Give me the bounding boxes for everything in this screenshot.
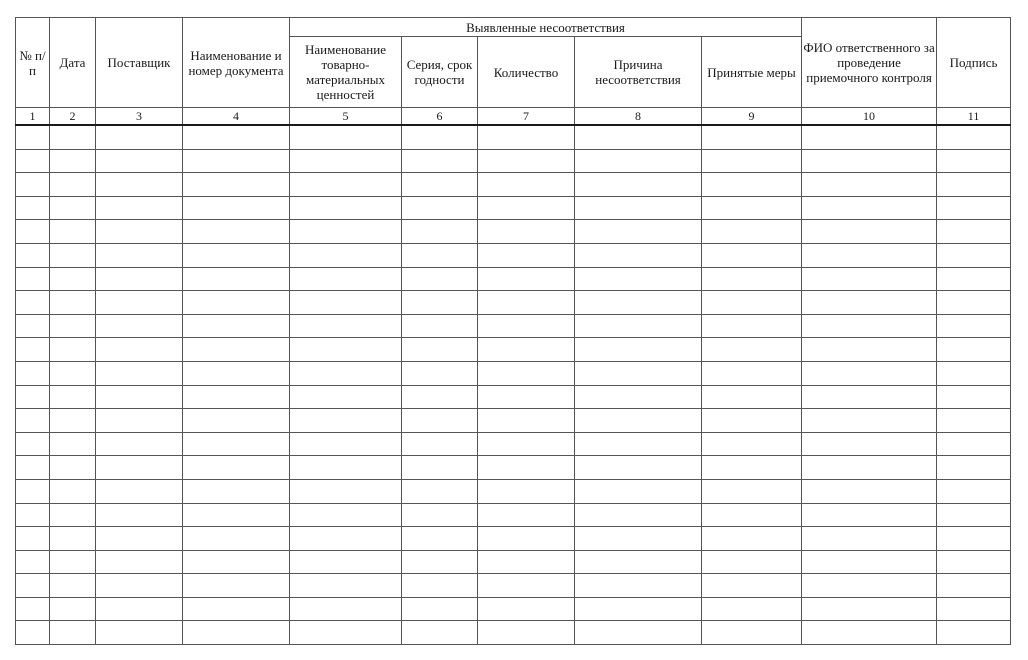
table-cell: [575, 456, 702, 480]
table-row: [16, 574, 1011, 598]
table-cell: [802, 243, 937, 267]
table-cell: [183, 291, 290, 315]
table-cell: [575, 125, 702, 149]
column-number: 7: [478, 108, 575, 126]
table-cell: [802, 173, 937, 197]
header-group-nonconformities: Выявленные несоответствия: [290, 18, 802, 37]
table-cell: [402, 597, 478, 621]
table-cell: [290, 597, 402, 621]
table-cell: [402, 267, 478, 291]
table-cell: [702, 621, 802, 645]
header-responsible: ФИО ответственного за проведение приемочного контроля: [802, 18, 937, 108]
table-cell: [183, 479, 290, 503]
table-cell: [802, 196, 937, 220]
table-cell: [50, 173, 96, 197]
table-cell: [402, 479, 478, 503]
table-cell: [96, 503, 183, 527]
table-cell: [478, 173, 575, 197]
table-cell: [16, 385, 50, 409]
table-cell: [183, 361, 290, 385]
table-cell: [702, 527, 802, 551]
table-cell: [50, 527, 96, 551]
table-cell: [50, 385, 96, 409]
table-cell: [16, 220, 50, 244]
table-cell: [702, 385, 802, 409]
table-cell: [50, 503, 96, 527]
table-cell: [50, 409, 96, 433]
table-cell: [937, 456, 1011, 480]
table-cell: [802, 621, 937, 645]
table-cell: [802, 503, 937, 527]
table-cell: [290, 173, 402, 197]
table-cell: [290, 196, 402, 220]
table-cell: [478, 503, 575, 527]
table-cell: [96, 574, 183, 598]
header-reason: Причина несоответствия: [575, 37, 702, 108]
table-cell: [702, 149, 802, 173]
table-cell: [478, 409, 575, 433]
table-row: [16, 385, 1011, 409]
column-number: 3: [96, 108, 183, 126]
table-cell: [16, 503, 50, 527]
table-cell: [702, 574, 802, 598]
table-row: [16, 361, 1011, 385]
table-cell: [937, 527, 1011, 551]
table-row: [16, 149, 1011, 173]
table-cell: [290, 527, 402, 551]
table-cell: [16, 527, 50, 551]
table-row: [16, 267, 1011, 291]
table-cell: [16, 196, 50, 220]
table-cell: [96, 220, 183, 244]
column-number: 4: [183, 108, 290, 126]
table-cell: [402, 314, 478, 338]
journal-body: [16, 125, 1011, 645]
table-cell: [16, 125, 50, 149]
table-cell: [478, 125, 575, 149]
table-cell: [402, 291, 478, 315]
table-cell: [96, 196, 183, 220]
table-cell: [50, 597, 96, 621]
table-cell: [96, 291, 183, 315]
table-cell: [50, 149, 96, 173]
table-cell: [402, 503, 478, 527]
table-cell: [50, 621, 96, 645]
table-cell: [937, 361, 1011, 385]
table-cell: [290, 267, 402, 291]
table-row: [16, 456, 1011, 480]
table-cell: [50, 267, 96, 291]
table-cell: [575, 432, 702, 456]
table-cell: [402, 456, 478, 480]
table-cell: [183, 243, 290, 267]
table-cell: [702, 503, 802, 527]
table-cell: [183, 173, 290, 197]
table-cell: [50, 338, 96, 362]
table-cell: [402, 243, 478, 267]
table-cell: [575, 267, 702, 291]
table-cell: [937, 574, 1011, 598]
table-cell: [702, 196, 802, 220]
table-cell: [575, 550, 702, 574]
table-cell: [802, 479, 937, 503]
table-cell: [183, 409, 290, 433]
table-cell: [96, 409, 183, 433]
table-cell: [96, 621, 183, 645]
table-cell: [802, 361, 937, 385]
nonconformity-journal-table: [15, 17, 1011, 645]
table-cell: [478, 456, 575, 480]
table-cell: [16, 409, 50, 433]
table-cell: [937, 621, 1011, 645]
table-cell: [96, 338, 183, 362]
header-date: Дата: [50, 18, 96, 108]
table-cell: [478, 220, 575, 244]
table-cell: [702, 456, 802, 480]
table-row: [16, 220, 1011, 244]
table-cell: [183, 527, 290, 551]
table-cell: [802, 125, 937, 149]
table-cell: [478, 314, 575, 338]
table-cell: [575, 338, 702, 362]
table-cell: [575, 385, 702, 409]
table-cell: [402, 621, 478, 645]
table-cell: [575, 621, 702, 645]
table-cell: [478, 597, 575, 621]
column-number: 5: [290, 108, 402, 126]
table-cell: [16, 432, 50, 456]
table-cell: [802, 409, 937, 433]
column-number: 10: [802, 108, 937, 126]
table-cell: [16, 456, 50, 480]
table-cell: [478, 361, 575, 385]
table-cell: [937, 503, 1011, 527]
table-cell: [802, 550, 937, 574]
table-cell: [478, 527, 575, 551]
table-cell: [478, 243, 575, 267]
table-cell: [937, 196, 1011, 220]
table-cell: [702, 314, 802, 338]
table-cell: [96, 385, 183, 409]
table-cell: [478, 432, 575, 456]
table-cell: [575, 149, 702, 173]
table-cell: [290, 149, 402, 173]
header-measures: Принятые меры: [702, 37, 802, 108]
header-goods: Наименование товарно-материальных ценностей: [290, 37, 402, 108]
table-cell: [183, 385, 290, 409]
table-cell: [183, 550, 290, 574]
table-cell: [16, 621, 50, 645]
table-cell: [402, 149, 478, 173]
table-cell: [402, 361, 478, 385]
table-cell: [478, 338, 575, 362]
table-cell: [290, 574, 402, 598]
table-cell: [575, 220, 702, 244]
table-row: [16, 173, 1011, 197]
table-cell: [937, 291, 1011, 315]
table-cell: [96, 527, 183, 551]
table-cell: [702, 173, 802, 197]
table-cell: [937, 432, 1011, 456]
table-cell: [937, 550, 1011, 574]
column-number-row: [16, 108, 1011, 126]
table-cell: [183, 621, 290, 645]
table-cell: [50, 456, 96, 480]
table-cell: [702, 125, 802, 149]
table-cell: [702, 432, 802, 456]
table-cell: [402, 196, 478, 220]
table-cell: [575, 503, 702, 527]
table-cell: [16, 243, 50, 267]
table-cell: [50, 196, 96, 220]
table-cell: [702, 338, 802, 362]
table-row: [16, 479, 1011, 503]
table-cell: [937, 220, 1011, 244]
table-cell: [16, 149, 50, 173]
table-cell: [16, 597, 50, 621]
table-row: [16, 432, 1011, 456]
table-cell: [937, 338, 1011, 362]
table-cell: [937, 243, 1011, 267]
table-cell: [575, 409, 702, 433]
table-cell: [16, 361, 50, 385]
table-cell: [937, 479, 1011, 503]
table-row: [16, 243, 1011, 267]
table-cell: [478, 385, 575, 409]
table-row: [16, 503, 1011, 527]
table-cell: [937, 173, 1011, 197]
table-cell: [96, 479, 183, 503]
table-cell: [402, 550, 478, 574]
table-cell: [96, 267, 183, 291]
column-number: 2: [50, 108, 96, 126]
table-cell: [402, 385, 478, 409]
table-cell: [802, 149, 937, 173]
table-cell: [16, 550, 50, 574]
table-cell: [290, 479, 402, 503]
table-cell: [183, 196, 290, 220]
table-cell: [290, 314, 402, 338]
table-cell: [96, 243, 183, 267]
table-row: [16, 291, 1011, 315]
table-cell: [702, 479, 802, 503]
table-row: [16, 597, 1011, 621]
table-cell: [50, 479, 96, 503]
table-cell: [802, 574, 937, 598]
table-row: [16, 125, 1011, 149]
table-cell: [802, 220, 937, 244]
table-cell: [575, 314, 702, 338]
table-row: [16, 621, 1011, 645]
table-cell: [402, 574, 478, 598]
table-cell: [16, 314, 50, 338]
table-cell: [402, 220, 478, 244]
table-cell: [575, 291, 702, 315]
column-number: 6: [402, 108, 478, 126]
table-cell: [16, 267, 50, 291]
table-cell: [183, 456, 290, 480]
table-cell: [478, 196, 575, 220]
table-cell: [16, 479, 50, 503]
table-cell: [96, 125, 183, 149]
table-row: [16, 314, 1011, 338]
table-cell: [290, 409, 402, 433]
table-cell: [96, 173, 183, 197]
table-cell: [183, 149, 290, 173]
table-cell: [50, 243, 96, 267]
table-cell: [50, 220, 96, 244]
table-cell: [402, 409, 478, 433]
table-cell: [50, 291, 96, 315]
table-cell: [478, 267, 575, 291]
table-cell: [937, 597, 1011, 621]
table-cell: [50, 550, 96, 574]
table-cell: [402, 527, 478, 551]
table-cell: [96, 361, 183, 385]
table-cell: [802, 314, 937, 338]
table-cell: [16, 574, 50, 598]
table-cell: [50, 361, 96, 385]
table-cell: [937, 149, 1011, 173]
header-row-top: [16, 18, 1011, 37]
table-cell: [937, 125, 1011, 149]
table-cell: [290, 291, 402, 315]
header-series: Серия, срок годности: [402, 37, 478, 108]
table-cell: [290, 125, 402, 149]
table-cell: [50, 432, 96, 456]
table-cell: [702, 550, 802, 574]
table-cell: [478, 550, 575, 574]
table-cell: [575, 243, 702, 267]
table-row: [16, 409, 1011, 433]
table-cell: [96, 550, 183, 574]
table-cell: [290, 338, 402, 362]
table-cell: [183, 125, 290, 149]
table-cell: [802, 338, 937, 362]
table-cell: [183, 432, 290, 456]
table-cell: [702, 267, 802, 291]
table-cell: [183, 338, 290, 362]
table-cell: [702, 291, 802, 315]
header-num: № п/п: [16, 18, 50, 108]
table-cell: [802, 527, 937, 551]
table-cell: [290, 456, 402, 480]
column-number: 9: [702, 108, 802, 126]
table-cell: [183, 597, 290, 621]
table-cell: [478, 291, 575, 315]
table-cell: [290, 432, 402, 456]
table-cell: [402, 125, 478, 149]
table-cell: [478, 574, 575, 598]
table-cell: [96, 597, 183, 621]
table-cell: [802, 456, 937, 480]
header-quantity: Количество: [478, 37, 575, 108]
table-cell: [802, 267, 937, 291]
table-cell: [50, 125, 96, 149]
table-cell: [183, 503, 290, 527]
table-cell: [183, 267, 290, 291]
table-cell: [402, 338, 478, 362]
table-cell: [575, 173, 702, 197]
table-cell: [290, 220, 402, 244]
table-cell: [96, 456, 183, 480]
table-cell: [290, 621, 402, 645]
table-cell: [575, 574, 702, 598]
table-row: [16, 550, 1011, 574]
table-cell: [183, 574, 290, 598]
header-supplier: Поставщик: [96, 18, 183, 108]
table-cell: [937, 385, 1011, 409]
table-cell: [702, 243, 802, 267]
table-cell: [802, 597, 937, 621]
table-cell: [702, 409, 802, 433]
table-cell: [96, 432, 183, 456]
table-cell: [575, 479, 702, 503]
table-cell: [478, 621, 575, 645]
table-cell: [937, 409, 1011, 433]
table-cell: [478, 149, 575, 173]
table-cell: [290, 243, 402, 267]
table-cell: [402, 173, 478, 197]
table-cell: [183, 314, 290, 338]
table-cell: [802, 385, 937, 409]
table-cell: [937, 314, 1011, 338]
table-cell: [575, 527, 702, 551]
table-cell: [96, 149, 183, 173]
table-cell: [937, 267, 1011, 291]
table-row: [16, 196, 1011, 220]
table-row: [16, 338, 1011, 362]
table-cell: [575, 361, 702, 385]
table-cell: [575, 196, 702, 220]
header-document: Наименование и номер документа: [183, 18, 290, 108]
table-cell: [802, 432, 937, 456]
table-cell: [575, 597, 702, 621]
table-cell: [183, 220, 290, 244]
table-cell: [478, 479, 575, 503]
table-cell: [290, 385, 402, 409]
table-cell: [402, 432, 478, 456]
table-cell: [16, 291, 50, 315]
table-cell: [702, 361, 802, 385]
table-cell: [50, 574, 96, 598]
column-number: 11: [937, 108, 1011, 126]
table-row: [16, 527, 1011, 551]
table-cell: [702, 597, 802, 621]
table-cell: [702, 220, 802, 244]
table-cell: [290, 503, 402, 527]
header-signature: Подпись: [937, 18, 1011, 108]
column-number: 1: [16, 108, 50, 126]
column-number: 8: [575, 108, 702, 126]
table-cell: [16, 173, 50, 197]
table-cell: [290, 550, 402, 574]
journal-sheet: [15, 17, 1011, 645]
table-cell: [290, 361, 402, 385]
table-cell: [802, 291, 937, 315]
table-cell: [50, 314, 96, 338]
table-cell: [16, 338, 50, 362]
table-cell: [96, 314, 183, 338]
